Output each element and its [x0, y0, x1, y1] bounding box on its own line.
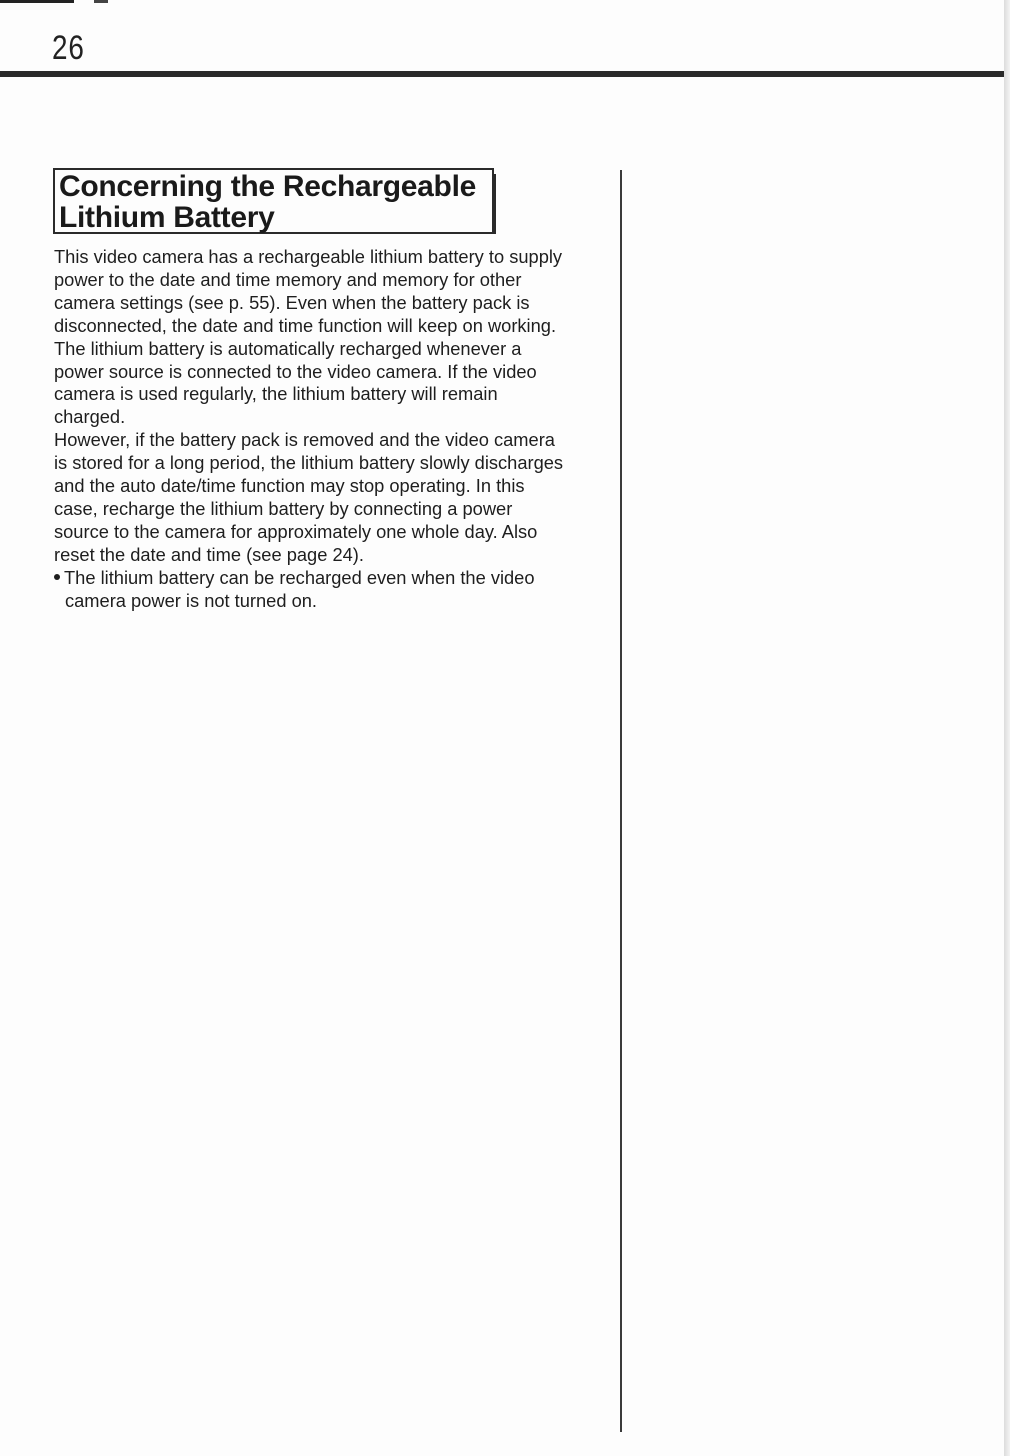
body-line: charged.	[54, 406, 126, 428]
section-title-box	[53, 168, 494, 234]
body-line: and the auto date/time function may stop operating. In this	[54, 475, 525, 497]
header-rule	[0, 71, 1004, 77]
bullet-item	[54, 567, 614, 590]
body-line: is stored for a long period, the lithium battery slowly discharges	[54, 452, 564, 474]
body-line: The lithium battery is automatically recharged whenever a	[54, 337, 522, 359]
body-text	[54, 246, 614, 613]
body-line: power source is connected to the video camera. If the video	[54, 360, 537, 382]
bullet-text-line-1: The lithium battery can be recharged even when the video	[64, 566, 535, 588]
column-divider	[620, 170, 622, 1432]
section-title-line-2: Lithium Battery	[59, 201, 275, 234]
page-number: 26	[52, 29, 85, 67]
body-line: This video camera has a rechargeable lithium battery to supply	[54, 246, 563, 267]
corner-tick-mark	[94, 0, 108, 3]
section-title-line-1: Concerning the Rechargeable	[59, 170, 476, 203]
body-line: However, if the battery pack is removed and the video camera	[54, 429, 555, 451]
page-edge-shadow	[1004, 0, 1010, 1456]
corner-crop-mark	[0, 0, 74, 3]
body-line: disconnected, the date and time function will keep on working.	[54, 314, 557, 336]
bullet-text-line-2: camera power is not turned on.	[65, 589, 318, 611]
body-line: power to the date and time memory and memory for other	[54, 268, 522, 290]
body-line: reset the date and time (see page 24).	[54, 543, 364, 565]
body-line: case, recharge the lithium battery by connecting a power	[54, 497, 513, 519]
bullet-dot-icon	[54, 574, 60, 580]
body-line: camera is used regularly, the lithium battery will remain	[54, 383, 498, 405]
body-line: source to the camera for approximately one whole day. Also	[54, 520, 538, 542]
body-line: camera settings (see p. 55). Even when the battery pack is	[54, 291, 530, 313]
